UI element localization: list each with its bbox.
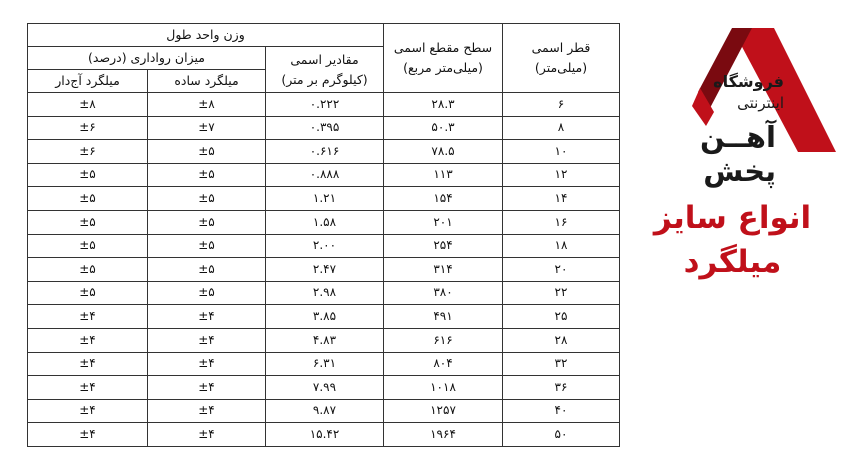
table-row — [28, 163, 620, 187]
ribbed-tolerance-cell: ±۴ — [28, 305, 148, 329]
plain-tolerance-cell: ±۴ — [148, 399, 266, 423]
plain-tolerance-cell: ±۴ — [148, 376, 266, 400]
cross-section-unit: (میلی‌متر مربع) — [403, 60, 483, 75]
ribbed-rebar-header: میلگرد آج‌دار — [28, 70, 148, 93]
plain-tolerance-cell: ±۵ — [148, 210, 266, 234]
cross-section-header — [384, 24, 503, 93]
ribbed-tolerance-cell: ±۵ — [28, 234, 148, 258]
plain-tolerance-cell: ±۵ — [148, 258, 266, 282]
nominal-values-label: مقادیر اسمی — [290, 51, 359, 67]
diameter-cell: ۱۸ — [503, 234, 620, 258]
ribbed-tolerance-cell: ±۶ — [28, 140, 148, 164]
nominal-weight-cell: ۹.۸۷ — [266, 399, 384, 423]
diameter-cell: ۳۲ — [503, 352, 620, 376]
cross-section-cell: ۵۰.۳ — [384, 116, 503, 140]
table-body — [28, 93, 620, 447]
nominal-values-unit: (کیلوگرم بر متر) — [281, 71, 368, 87]
table-row — [28, 328, 620, 352]
plain-tolerance-cell: ±۴ — [148, 305, 266, 329]
nominal-values-header — [266, 47, 384, 93]
cross-section-cell: ۴۹۱ — [384, 305, 503, 329]
diameter-cell: ۱۶ — [503, 210, 620, 234]
nominal-weight-cell: ۲.۰۰ — [266, 234, 384, 258]
nominal-weight-cell: ۲.۴۷ — [266, 258, 384, 282]
diameter-cell: ۳۶ — [503, 376, 620, 400]
diameter-cell: ۱۰ — [503, 140, 620, 164]
plain-tolerance-cell: ±۵ — [148, 163, 266, 187]
table-row — [28, 305, 620, 329]
cross-section-cell: ۱۹۶۴ — [384, 423, 503, 447]
diameter-cell: ۱۴ — [503, 187, 620, 211]
plain-tolerance-cell: ±۵ — [148, 140, 266, 164]
table-row — [28, 187, 620, 211]
cross-section-cell: ۲۰۱ — [384, 210, 503, 234]
diameter-unit: (میلی‌متر) — [534, 60, 588, 75]
plain-tolerance-cell: ±۸ — [148, 93, 266, 117]
diameter-cell: ۸ — [503, 116, 620, 140]
cross-section-cell: ۳۸۰ — [384, 281, 503, 305]
table-row — [28, 210, 620, 234]
nominal-weight-cell: ۱۵.۴۲ — [266, 423, 384, 447]
ribbed-tolerance-cell: ±۵ — [28, 210, 148, 234]
logo-line-store: فروشگاه — [713, 72, 784, 91]
ribbed-tolerance-cell: ±۴ — [28, 376, 148, 400]
nominal-weight-cell: ۳.۸۵ — [266, 305, 384, 329]
diameter-cell: ۴۰ — [503, 399, 620, 423]
ribbed-tolerance-cell: ±۴ — [28, 399, 148, 423]
diameter-cell: ۲۰ — [503, 258, 620, 282]
logo-line-online: اینترنتی — [737, 94, 784, 112]
plain-tolerance-cell: ±۵ — [148, 187, 266, 211]
table-row — [28, 376, 620, 400]
cross-section-label: سطح مقطع اسمی — [393, 40, 493, 56]
plain-tolerance-cell: ±۴ — [148, 423, 266, 447]
table-row — [28, 399, 620, 423]
nominal-weight-cell: ۰.۸۸۸ — [266, 163, 384, 187]
nominal-weight-cell: ۲.۹۸ — [266, 281, 384, 305]
cross-section-cell: ۶۱۶ — [384, 328, 503, 352]
diameter-cell: ۲۸ — [503, 328, 620, 352]
nominal-weight-cell: ۱.۵۸ — [266, 210, 384, 234]
plain-tolerance-cell: ±۴ — [148, 328, 266, 352]
nominal-weight-cell: ۰.۲۲۲ — [266, 93, 384, 117]
ribbed-tolerance-cell: ±۴ — [28, 423, 148, 447]
diameter-header — [503, 24, 620, 93]
table-row — [28, 352, 620, 376]
ribbed-tolerance-cell: ±۸ — [28, 93, 148, 117]
diameter-cell: ۱۲ — [503, 163, 620, 187]
table-row — [28, 258, 620, 282]
ribbed-tolerance-cell: ±۵ — [28, 281, 148, 305]
cross-section-cell: ۱۵۴ — [384, 187, 503, 211]
title-line-2: میلگرد — [683, 244, 782, 280]
table-row — [28, 423, 620, 447]
logo-brand-name: آهــن پخش — [700, 120, 776, 188]
diameter-cell: ۲۲ — [503, 281, 620, 305]
plain-tolerance-cell: ±۵ — [148, 234, 266, 258]
ribbed-tolerance-cell: ±۵ — [28, 258, 148, 282]
plain-tolerance-cell: ±۵ — [148, 281, 266, 305]
cross-section-cell: ۲۸.۳ — [384, 93, 503, 117]
title-line-1: انواع سایز — [653, 200, 812, 236]
cross-section-cell: ۷۸.۵ — [384, 140, 503, 164]
plain-tolerance-cell: ±۴ — [148, 352, 266, 376]
table-row — [28, 234, 620, 258]
table-row — [28, 281, 620, 305]
ribbed-tolerance-cell: ±۶ — [28, 116, 148, 140]
diameter-cell: ۶ — [503, 93, 620, 117]
table-row — [28, 140, 620, 164]
ribbed-tolerance-cell: ±۵ — [28, 163, 148, 187]
cross-section-cell: ۲۵۴ — [384, 234, 503, 258]
ribbed-tolerance-cell: ±۴ — [28, 328, 148, 352]
tolerance-header: میزان رواداری (درصد) — [28, 47, 266, 70]
nominal-weight-cell: ۰.۶۱۶ — [266, 140, 384, 164]
diameter-cell: ۵۰ — [503, 423, 620, 447]
cross-section-cell: ۸۰۴ — [384, 352, 503, 376]
page-title — [645, 196, 820, 284]
table-row — [28, 93, 620, 117]
cross-section-cell: ۱۱۳ — [384, 163, 503, 187]
nominal-weight-cell: ۶.۳۱ — [266, 352, 384, 376]
ribbed-tolerance-cell: ±۵ — [28, 187, 148, 211]
ribbed-tolerance-cell: ±۴ — [28, 352, 148, 376]
cross-section-cell: ۱۰۱۸ — [384, 376, 503, 400]
table-row — [28, 116, 620, 140]
weight-per-length-header: وزن واحد طول — [28, 24, 384, 47]
rebar-size-table — [27, 23, 620, 447]
diameter-cell: ۲۵ — [503, 305, 620, 329]
plain-rebar-header: میلگرد ساده — [148, 70, 266, 93]
diameter-label: قطر اسمی — [531, 40, 591, 56]
nominal-weight-cell: ۴.۸۳ — [266, 328, 384, 352]
nominal-weight-cell: ۰.۳۹۵ — [266, 116, 384, 140]
plain-tolerance-cell: ±۷ — [148, 116, 266, 140]
cross-section-cell: ۳۱۴ — [384, 258, 503, 282]
nominal-weight-cell: ۷.۹۹ — [266, 376, 384, 400]
nominal-weight-cell: ۱.۲۱ — [266, 187, 384, 211]
cross-section-cell: ۱۲۵۷ — [384, 399, 503, 423]
